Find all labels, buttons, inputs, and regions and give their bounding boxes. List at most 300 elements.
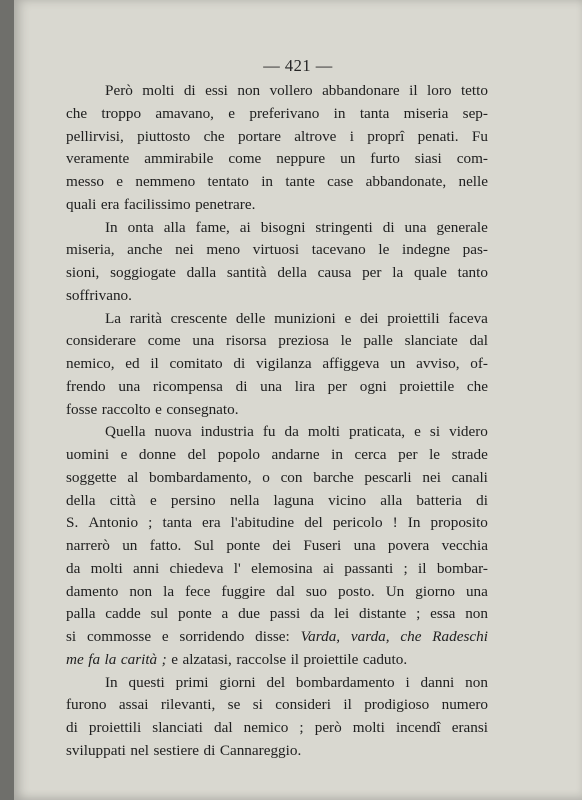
word: affiggeva [322, 355, 380, 372]
word: nelle [458, 173, 488, 190]
text-line [66, 80, 488, 103]
word: una [465, 582, 488, 600]
word: tentato [207, 173, 249, 190]
word: il [409, 82, 418, 99]
text-line [66, 239, 488, 262]
word: rilevanti, [160, 696, 216, 714]
word: furono [66, 696, 107, 714]
word: e [161, 628, 169, 645]
word: fatto. [149, 537, 182, 554]
word: e [120, 446, 128, 463]
word: e [155, 400, 162, 418]
word: Cannareggio. [219, 741, 302, 759]
word: non [129, 582, 153, 600]
text-line [66, 126, 488, 149]
word: indegne [401, 241, 451, 259]
word: dal [469, 332, 488, 350]
word: che [400, 628, 422, 645]
word: proposito [430, 514, 488, 532]
text-line [66, 603, 488, 626]
word: di [66, 719, 78, 736]
word: tanta [359, 104, 390, 122]
word: praticata, [349, 423, 406, 441]
word: eransi [451, 719, 488, 736]
word: of- [470, 355, 488, 372]
word: com- [456, 150, 488, 168]
text-line [66, 421, 488, 444]
word: la [163, 582, 175, 600]
word: nei [175, 241, 194, 259]
word: nemmeno [135, 173, 196, 190]
text-line [66, 694, 488, 717]
text-line [66, 490, 488, 513]
word: ammirabile [144, 150, 214, 168]
word: lira [294, 377, 315, 395]
word: frendo [66, 377, 106, 395]
word: sul [150, 605, 169, 623]
word: La [105, 309, 122, 327]
word: con [280, 468, 303, 486]
word: soffrivano. [66, 286, 132, 304]
word: che [466, 377, 488, 395]
word: case [327, 173, 354, 190]
word: narrerò [66, 537, 110, 554]
word: dal [276, 582, 295, 600]
word: molti [142, 82, 175, 99]
word: si [66, 628, 77, 645]
word: pericolo [332, 514, 383, 532]
word: tante [285, 173, 315, 190]
word: povera [387, 537, 430, 554]
word: onta [127, 218, 154, 236]
word: il [418, 559, 427, 577]
word: In [105, 218, 118, 236]
word: Però [105, 82, 133, 99]
word: i [349, 127, 354, 145]
word: videro [449, 423, 488, 441]
word: lei [334, 605, 350, 623]
word: giorno [415, 582, 455, 600]
word: sviluppati [66, 741, 126, 759]
word: ! [392, 514, 398, 532]
word: strade [451, 446, 488, 463]
word: assai [118, 696, 149, 714]
text-line [66, 626, 488, 649]
word: avviso, [416, 355, 460, 372]
word: tetto [460, 82, 488, 99]
word: proiettili [387, 309, 440, 327]
word: e [171, 650, 178, 668]
text-line [66, 535, 488, 558]
text-line [66, 194, 488, 217]
word: persino [170, 491, 216, 509]
text-line [66, 740, 488, 763]
word: munizioni [274, 309, 336, 327]
word: facilissimo [123, 195, 191, 213]
word: elemosina [251, 559, 313, 577]
word: e [414, 423, 421, 441]
text-line [66, 148, 488, 171]
word: passanti [344, 559, 394, 577]
word: in [331, 446, 343, 463]
word: anche [127, 241, 163, 259]
word: l' [233, 559, 241, 577]
word: dei [272, 537, 291, 554]
word: una [353, 537, 376, 554]
word: faceva [448, 309, 488, 327]
word: di [203, 741, 216, 759]
word: Antonio [88, 514, 139, 532]
word: bombardamento [295, 673, 395, 691]
word: alla [163, 218, 186, 236]
paragraph [66, 421, 488, 671]
word: ponte [178, 605, 212, 623]
word: consegnato. [166, 400, 239, 418]
word: ai [239, 218, 251, 236]
word: troppo [101, 104, 142, 122]
word: giorni [219, 673, 256, 691]
word: era [202, 514, 221, 532]
word: a [221, 605, 229, 623]
word: ; [148, 514, 153, 532]
text-line [66, 217, 488, 240]
word: che [203, 127, 225, 145]
word: siasi [414, 150, 442, 168]
word: miseria, [66, 241, 115, 259]
word: posto. [337, 582, 375, 600]
word: stringenti [315, 218, 373, 236]
word: di [183, 82, 196, 99]
word: raccolse [236, 650, 287, 668]
word: dalla [186, 264, 217, 281]
word: cerca [354, 446, 387, 463]
word: una [192, 332, 215, 350]
word: nemico [243, 719, 289, 736]
word: fosse [66, 400, 98, 418]
word: neppure [276, 150, 326, 168]
word: nella [229, 491, 260, 509]
word: e [344, 309, 352, 327]
word: vecchia [441, 537, 488, 554]
word: dal [213, 719, 233, 736]
word: palla [66, 605, 96, 623]
word: preferivano [249, 104, 320, 122]
text-line [66, 399, 488, 422]
word: bombardamento, [149, 468, 252, 486]
word: e [116, 173, 124, 190]
word: ogni [359, 377, 387, 395]
word: Un [385, 582, 405, 600]
word: tanto [457, 264, 488, 281]
word: era [100, 195, 120, 213]
word: ; [161, 650, 167, 668]
word: quali [66, 195, 97, 213]
word: andarne [271, 446, 320, 463]
word: me [66, 650, 84, 668]
word: o [262, 468, 270, 486]
word: meno [206, 241, 241, 259]
word: ; [403, 559, 408, 577]
paragraph [66, 217, 488, 308]
word: distante [359, 605, 407, 623]
word: di [233, 355, 246, 372]
word: una [260, 377, 283, 395]
word: proprî [367, 127, 405, 145]
word: fame, [195, 218, 230, 236]
word: considerare [66, 332, 136, 350]
word: anni [133, 559, 160, 577]
word: soggette [66, 468, 117, 486]
word: crescente [170, 309, 228, 327]
word: fece [185, 582, 211, 600]
word: pescarli [364, 468, 412, 486]
word: della [66, 491, 96, 509]
word: disse: [255, 628, 290, 645]
word: suo [305, 582, 327, 600]
word: carità [120, 650, 158, 668]
text-line [66, 308, 488, 331]
word: per [327, 377, 348, 395]
word: nemico, [66, 355, 115, 372]
word: in [261, 173, 274, 190]
word: abbandonare [322, 82, 400, 99]
paragraph [66, 308, 488, 422]
word: primi [175, 673, 209, 691]
word: però [314, 719, 342, 736]
word: come [147, 332, 181, 350]
word: barche [313, 468, 354, 486]
text-line [66, 717, 488, 740]
word: incendî [395, 719, 441, 736]
word: molti [307, 423, 340, 441]
word: le [378, 241, 390, 259]
word: non [237, 82, 261, 99]
word: danni [420, 673, 455, 691]
word: che [66, 104, 88, 122]
word: il [290, 650, 300, 668]
word: ; [299, 719, 304, 736]
word: del [187, 446, 207, 463]
word: vollero [269, 82, 313, 99]
word: veramente [66, 150, 130, 168]
word: Radeschi [432, 628, 488, 645]
word: fu [262, 423, 276, 441]
word: Quella [105, 423, 146, 441]
text-line [66, 444, 488, 467]
word: nel [130, 741, 149, 759]
word: santità [226, 264, 267, 281]
word: le [340, 332, 352, 350]
text-line [66, 512, 488, 535]
word: proiettile [399, 377, 455, 395]
word: numero [441, 696, 488, 714]
word: essi [205, 82, 228, 99]
word: Fu [471, 127, 488, 145]
word: le [429, 446, 441, 463]
word: slanciati [152, 719, 203, 736]
word: al [127, 468, 139, 486]
word: bombar- [436, 559, 488, 577]
word: In [407, 514, 421, 532]
text-line [66, 672, 488, 695]
word: bisogni [260, 218, 306, 236]
word: preziosa [278, 332, 329, 350]
word: altrove [294, 127, 337, 145]
word: Varda, [300, 628, 341, 645]
word: causa [317, 264, 352, 281]
text-line [66, 467, 488, 490]
word: virtuosi [252, 241, 300, 259]
word: In [105, 673, 118, 691]
word: penati. [417, 127, 459, 145]
word: vigilanza [255, 355, 312, 372]
text-line [66, 330, 488, 353]
word: si [429, 423, 441, 441]
word: di [382, 218, 395, 236]
word: nei [422, 468, 441, 486]
word: da [284, 423, 299, 441]
word: una [118, 377, 141, 395]
word: città [109, 491, 136, 509]
word: furto [370, 150, 400, 168]
word: prodigioso [364, 696, 430, 714]
word: di [476, 491, 488, 509]
word: ricompensa [152, 377, 223, 395]
word: S. [66, 514, 79, 532]
word: si [252, 696, 263, 714]
word: molti [352, 719, 385, 736]
word: sestiere [153, 741, 200, 759]
word: palle [363, 332, 393, 350]
word: fuggire [221, 582, 266, 600]
word: penetrare. [195, 195, 256, 213]
word: miseria [403, 104, 449, 122]
word: dei [359, 309, 379, 327]
body-text [66, 80, 488, 763]
word: damento [66, 582, 119, 600]
text-line [66, 558, 488, 581]
word: raccolto [101, 400, 151, 418]
word: da [66, 559, 81, 577]
word: il [150, 355, 159, 372]
word: amavano, [155, 104, 214, 122]
word: la [392, 264, 404, 281]
paragraph [66, 672, 488, 763]
word: il [343, 696, 352, 714]
word: non [465, 673, 488, 691]
text-line [66, 171, 488, 194]
word: sorridendo [179, 628, 245, 645]
word: portare [237, 127, 281, 145]
word: una [404, 218, 427, 236]
word: generale [436, 218, 488, 236]
word: per [398, 446, 418, 463]
word: un [390, 355, 406, 372]
word: proiettile [303, 650, 359, 668]
word: del [304, 514, 323, 532]
word: ed [125, 355, 140, 372]
word: per [362, 264, 382, 281]
word: molti [90, 559, 123, 577]
word: commosse [86, 628, 152, 645]
word: laguna [273, 491, 314, 509]
word: soggiogate [110, 264, 176, 281]
word: l'abitudine [230, 514, 295, 532]
word: se [227, 696, 241, 714]
word: rarità [129, 309, 162, 327]
text-line [66, 581, 488, 604]
word: comitato [169, 355, 223, 372]
word: la [104, 650, 117, 668]
word: e [150, 491, 157, 509]
word: proiettili [88, 719, 142, 736]
word: pellirvisi, [66, 127, 124, 145]
word: slanciate [404, 332, 458, 350]
text-line [66, 103, 488, 126]
word: industria [200, 423, 254, 441]
word: delle [235, 309, 266, 327]
page-number: — 421 — [263, 56, 333, 75]
text-line [66, 353, 488, 376]
word: fa [88, 650, 101, 668]
word: tanta [162, 514, 192, 532]
word: questi [128, 673, 165, 691]
word: non [465, 605, 488, 623]
word: passi [269, 605, 301, 623]
word: del [266, 673, 286, 691]
text-line [66, 376, 488, 399]
word: alzatasi, [182, 650, 232, 668]
word: sep- [462, 104, 488, 122]
word: ; [416, 605, 421, 623]
word: alla [380, 491, 403, 509]
word: messo [66, 173, 104, 190]
word: di [235, 377, 248, 395]
word: tacevano [311, 241, 366, 259]
word: da [309, 605, 325, 623]
word: quale [413, 264, 447, 281]
text-line [66, 285, 488, 308]
word: risorsa [226, 332, 267, 350]
word: abbandonate, [365, 173, 447, 190]
word: sioni, [66, 264, 100, 281]
word: batteria [416, 491, 462, 509]
word: i [405, 673, 410, 691]
word: cadde [105, 605, 141, 623]
word: un [340, 150, 356, 168]
word: essa [430, 605, 456, 623]
word: varda, [350, 628, 390, 645]
word: uomini [66, 446, 110, 463]
word: in [333, 104, 346, 122]
word: ai [322, 559, 334, 577]
word: come [228, 150, 262, 168]
text-line [66, 649, 488, 672]
word: e [228, 104, 236, 122]
word: consideri [275, 696, 331, 714]
paragraph [66, 80, 488, 217]
word: donne [138, 446, 177, 463]
word: Sul [193, 537, 214, 554]
word: nuova [154, 423, 192, 441]
word: ponte [226, 537, 261, 554]
book-page [14, 0, 582, 800]
word: vicino [328, 491, 367, 509]
word: pas- [462, 241, 488, 259]
word: chiedeva [169, 559, 224, 577]
word: della [277, 264, 307, 281]
word: loro [427, 82, 452, 99]
